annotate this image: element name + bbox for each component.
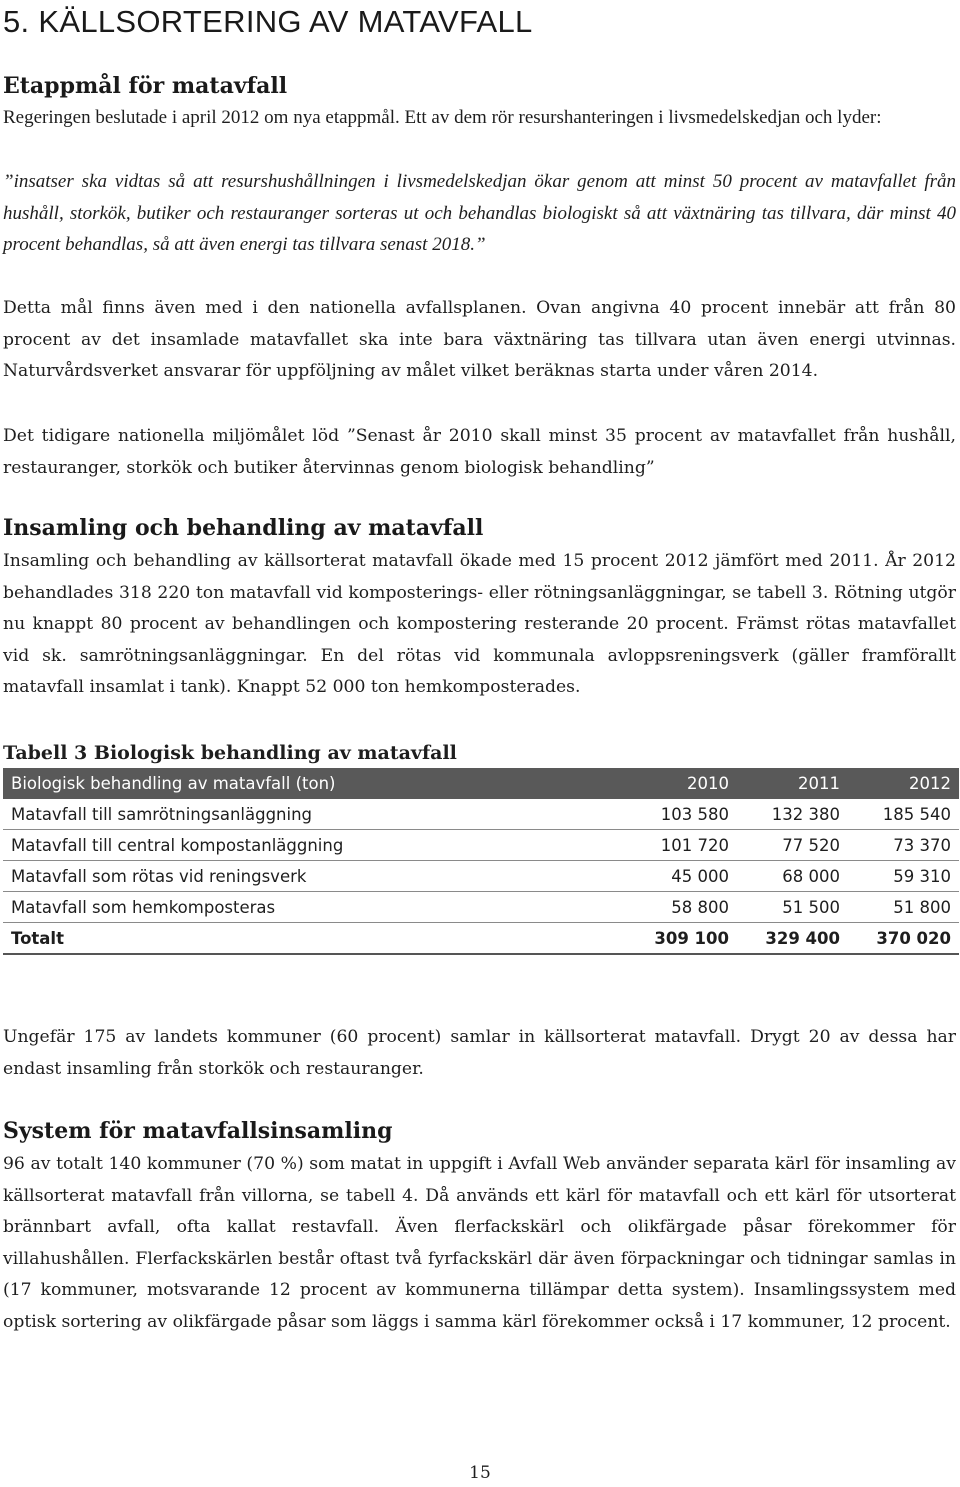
cell-2012: 59 310 [848, 861, 959, 892]
goal-quote: ”insatser ska vidtas så att resurshushållningen i livsmedelskedjan ökar genom att minst 50 procent av matavfallet från hushåll, storkök, butiker och restauranger sorteras ut och behandlas biologiskt så att växtnäring tas tillvara, där minst 40 procent behandlas, så att även energi tas tillvara senast 2018.” [3, 171, 956, 255]
header-year-2012: 2012 [848, 768, 959, 799]
table-row [3, 799, 959, 830]
table-row [3, 892, 959, 923]
table-row [3, 830, 959, 861]
cell-2011: 68 000 [737, 861, 848, 892]
paragraph-kommuner: Ungefär 175 av landets kommuner (60 procent) samlar in källsorterat matavfall. Drygt 20 av dessa har endast insamling från storkök och restauranger. [3, 1027, 956, 1079]
row-label: Matavfall till central kompostanläggning [3, 830, 626, 861]
header-year-2011: 2011 [737, 768, 848, 799]
table-caption: Tabell 3 Biologisk behandling av matavfall [3, 742, 457, 764]
cell-2011: 51 500 [737, 892, 848, 923]
row-label: Matavfall som rötas vid reningsverk [3, 861, 626, 892]
page-title: 5. KÄLLSORTERING AV MATAVFALL [3, 4, 533, 39]
cell-2010: 101 720 [626, 830, 737, 861]
cell-2012: 73 370 [848, 830, 959, 861]
cell-2010: 45 000 [626, 861, 737, 892]
header-year-2010: 2010 [626, 768, 737, 799]
paragraph-miljomal: Det tidigare nationella miljömålet löd ”Senast år 2010 skall minst 35 procent av matavfallet från hushåll, restauranger, storkök och butiker återvinnas genom biologisk behandling” [3, 426, 956, 478]
paragraph-system: 96 av totalt 140 kommuner (70 %) som matat in uppgift i Avfall Web använder separata kärl för insamling av källsorterat matavfall från villorna, se tabell 4. Då används ett kärl för matavfall och ett kärl för utsorterat brännbart avfall, ofta kallat restavfall. Även flerfackskärl och olikfärgade påsar förekommer för villahushållen. Flerfackskärlen består oftast två fyrfackskärl där även förpackningar och tidningar samlas in (17 kommuner, motsvarande 12 procent av kommunerna tillämpar detta system). Insamlingssystem med optisk sortering av olikfärgade påsar som läggs i samma kärl förekommer också i 17 kommuner, 12 procent. [3, 1154, 956, 1332]
cell-2010: 58 800 [626, 892, 737, 923]
cell-2011: 77 520 [737, 830, 848, 861]
total-2011: 329 400 [737, 923, 848, 955]
row-label: Matavfall som hemkomposteras [3, 892, 626, 923]
header-category: Biologisk behandling av matavfall (ton) [3, 768, 626, 799]
table-total-row [3, 923, 959, 955]
paragraph-insamling: Insamling och behandling av källsorterat matavfall ökade med 15 procent 2012 jämfört med 2011. År 2012 behandlades 318 220 ton matavfall vid komposterings- eller rötningsanläggningar, se tabell 3. Rötning utgör nu knappt 80 procent av behandlingen och kompostering resterande 20 procent. Främst rötas matavfallet vid sk. samrötningsanläggningar. En del rötas vid kommunala avloppsreningsverk (gäller framförallt matavfall insamlat i tank). Knappt 52 000 ton hemkomposterades. [3, 551, 956, 697]
total-2012: 370 020 [848, 923, 959, 955]
table-header-row [3, 768, 959, 799]
paragraph-avfallsplan: Detta mål finns även med i den nationella avfallsplanen. Ovan angivna 40 procent innebär att från 80 procent av det insamlade matavfallet ska inte bara växtnäring tas tillvara utan även energi utvinnas. Naturvårdsverket ansvarar för uppföljning av målet vilket beräknas starta under våren 2014. [3, 298, 956, 381]
intro-paragraph: Regeringen beslutade i april 2012 om nya etappmål. Ett av dem rör resurshanteringen i livsmedelskedjan och lyder: [3, 107, 882, 128]
section-heading-etappmal: Etappmål för matavfall [3, 73, 288, 99]
cell-2010: 103 580 [626, 799, 737, 830]
cell-2012: 51 800 [848, 892, 959, 923]
row-label: Matavfall till samrötningsanläggning [3, 799, 626, 830]
section-heading-insamling: Insamling och behandling av matavfall [3, 515, 484, 541]
section-heading-system: System för matavfallsinsamling [3, 1118, 393, 1144]
total-label: Totalt [3, 923, 626, 955]
cell-2011: 132 380 [737, 799, 848, 830]
table-row [3, 861, 959, 892]
cell-2012: 185 540 [848, 799, 959, 830]
total-2010: 309 100 [626, 923, 737, 955]
biological-treatment-table [3, 768, 959, 955]
page-number: 15 [469, 1463, 491, 1483]
